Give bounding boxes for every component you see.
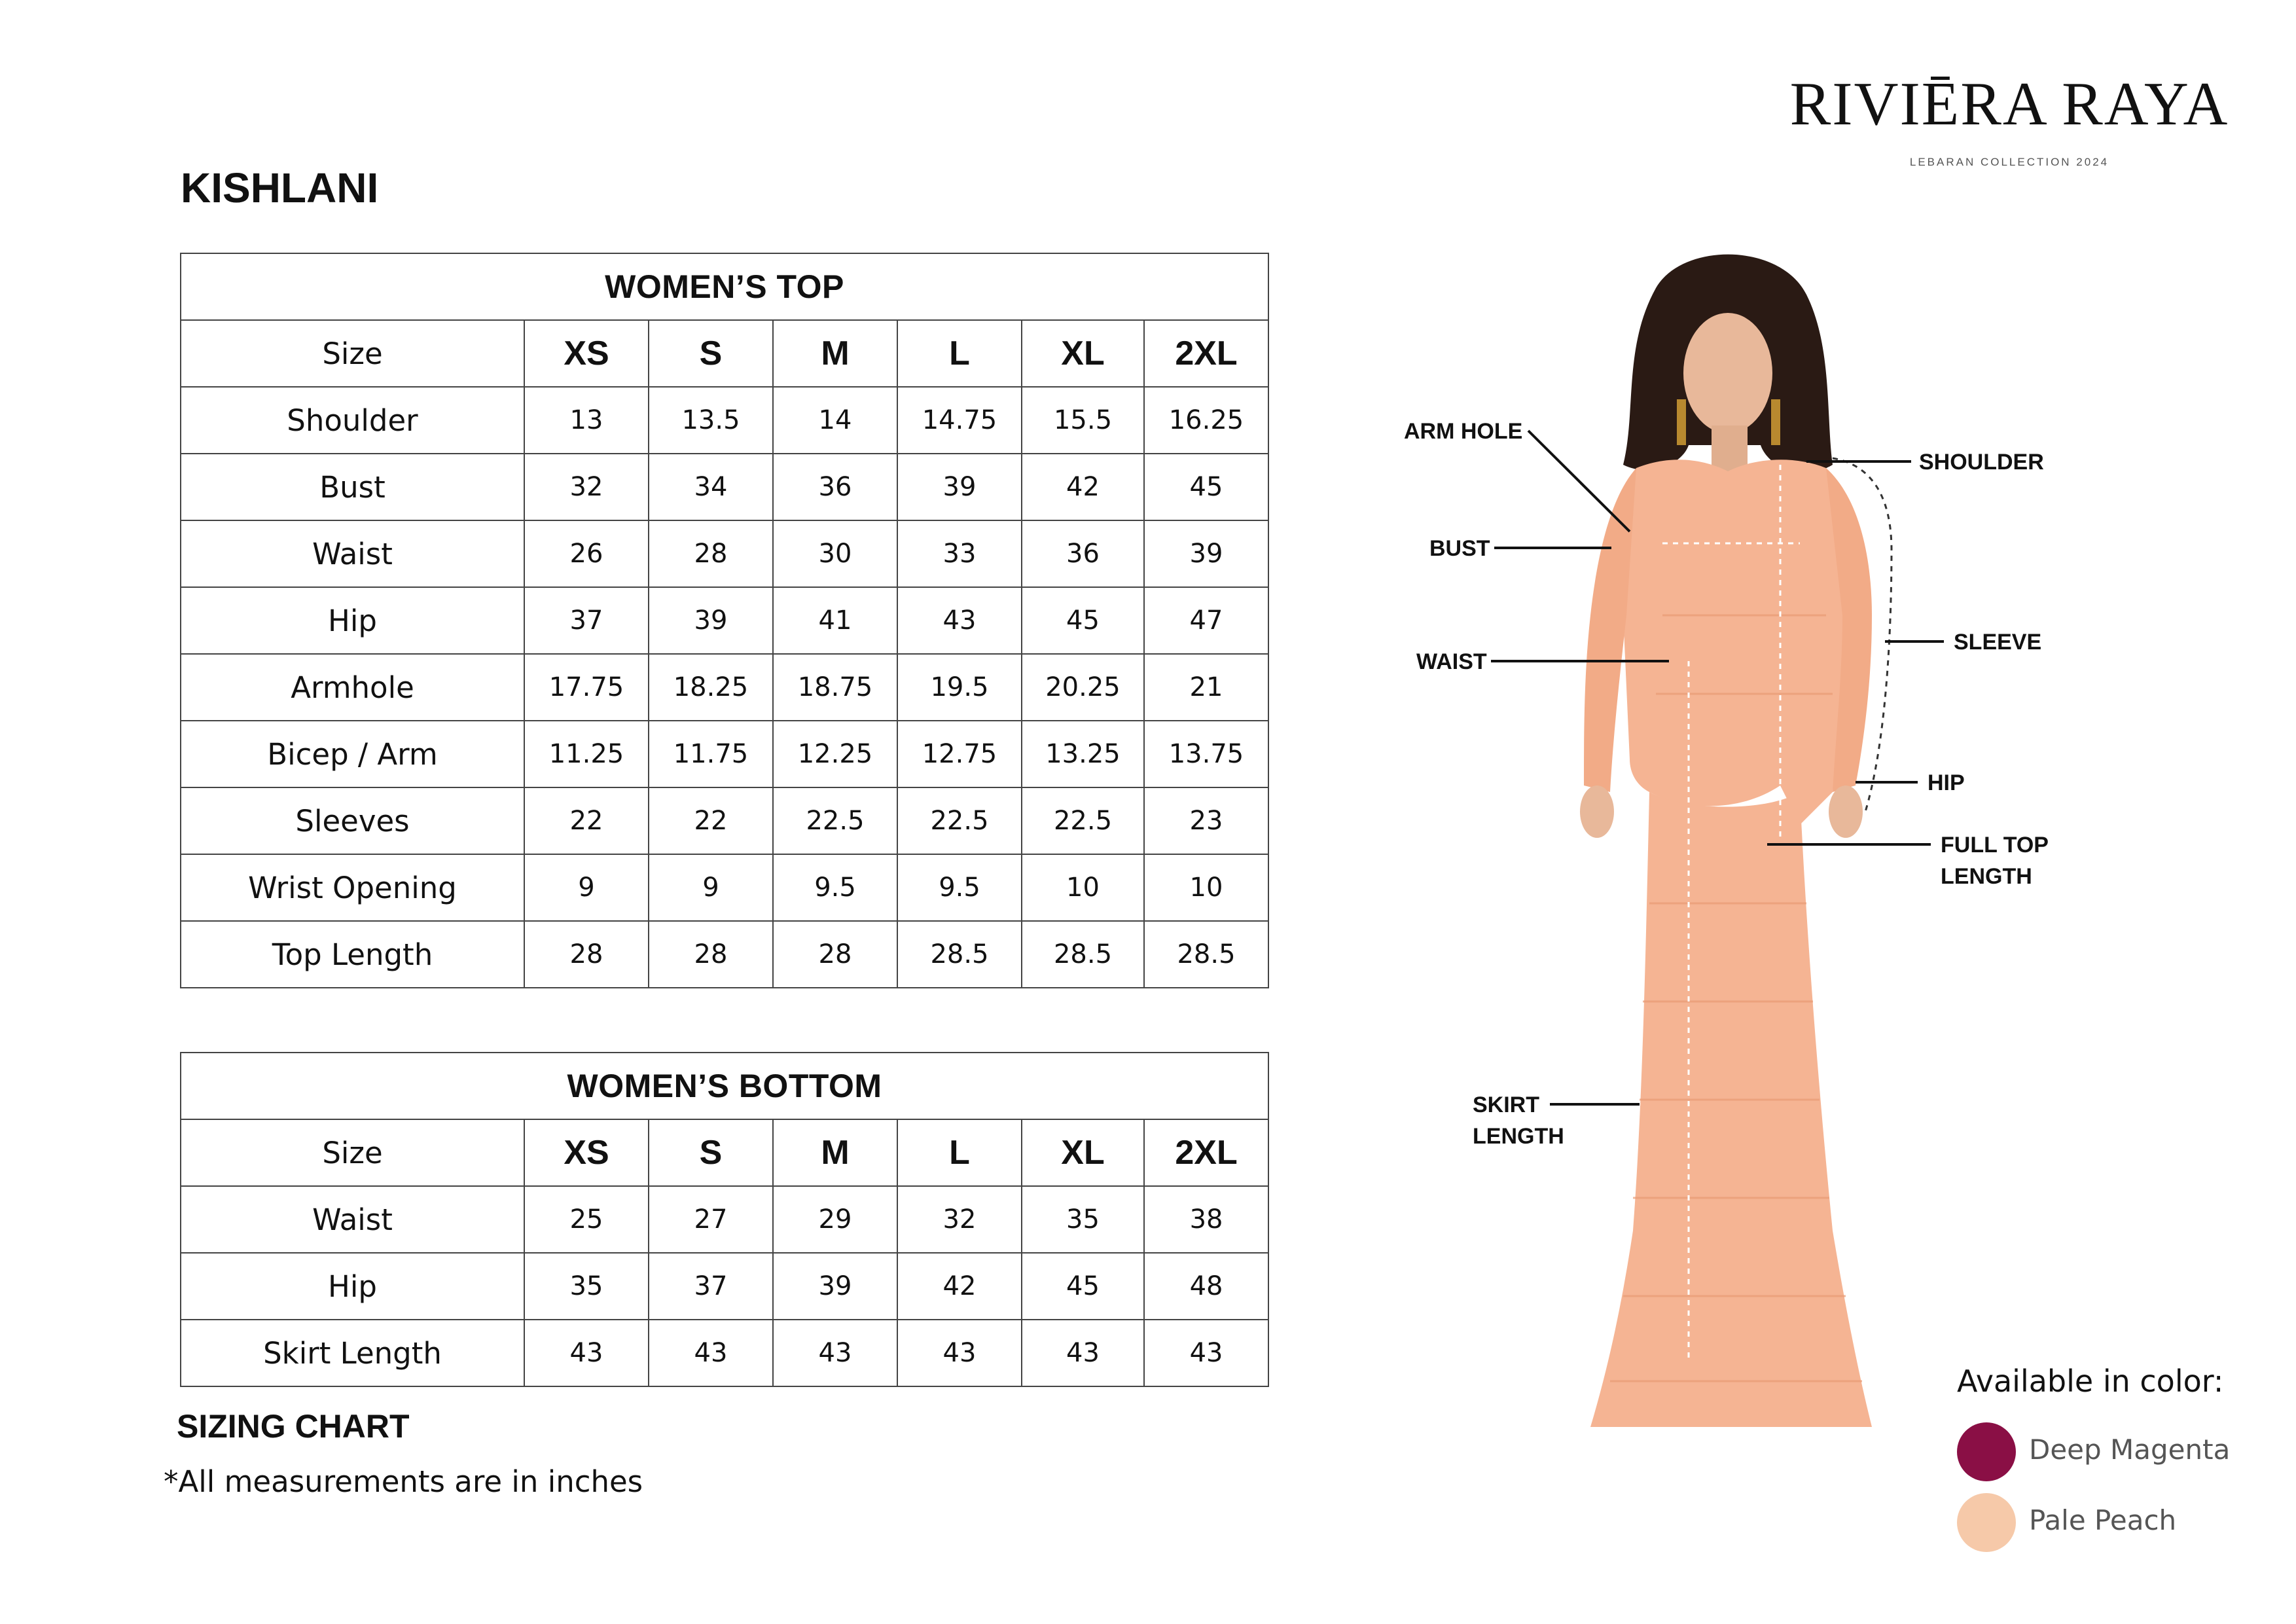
product-title: KISHLANI <box>181 164 379 211</box>
table-cell: 28.5 <box>897 921 1022 988</box>
table-cell: 38 <box>1144 1186 1268 1253</box>
womens-bottom-table <box>180 1052 1269 1387</box>
table-row <box>181 921 1268 988</box>
table-cell: 13.5 <box>649 387 773 454</box>
row-label: Hip <box>181 1253 524 1320</box>
hand-left <box>1580 785 1614 838</box>
callout-waist: WAIST <box>1416 649 1487 674</box>
table-row <box>181 1253 1268 1320</box>
table-cell: 34 <box>649 454 773 520</box>
earring-left <box>1677 399 1686 445</box>
size-xs: XS <box>524 320 649 387</box>
table-cell: 27 <box>649 1186 773 1253</box>
table-cell: 20.25 <box>1022 654 1144 721</box>
row-label: Wrist Opening <box>181 854 524 921</box>
table-row <box>181 854 1268 921</box>
row-label: Shoulder <box>181 387 524 454</box>
callout-full-top-length <box>1941 830 2049 892</box>
size-xs: XS <box>524 1119 649 1186</box>
table-cell: 14 <box>773 387 897 454</box>
size-label: Size <box>181 320 524 387</box>
table-cell: 45 <box>1144 454 1268 520</box>
row-label: Waist <box>181 520 524 587</box>
table-cell: 12.75 <box>897 721 1022 787</box>
table-cell: 22.5 <box>773 787 897 854</box>
table-cell: 28.5 <box>1144 921 1268 988</box>
table-cell: 9 <box>649 854 773 921</box>
table-row <box>181 787 1268 854</box>
table-cell: 22 <box>524 787 649 854</box>
bottom-table-title: WOMEN’S BOTTOM <box>181 1053 1268 1119</box>
row-label: Sleeves <box>181 787 524 854</box>
size-2xl: 2XL <box>1144 1119 1268 1186</box>
table-cell: 37 <box>649 1253 773 1320</box>
table-cell: 11.75 <box>649 721 773 787</box>
brand-subtitle: LEBARAN COLLECTION 2024 <box>1909 156 2109 168</box>
callout-hip: HIP <box>1928 770 1965 795</box>
table-row <box>181 654 1268 721</box>
table-cell: 16.25 <box>1144 387 1268 454</box>
table-cell: 22 <box>649 787 773 854</box>
table-cell: 43 <box>649 1320 773 1386</box>
row-label: Skirt Length <box>181 1320 524 1386</box>
table-cell: 28 <box>524 921 649 988</box>
table-cell: 43 <box>897 587 1022 654</box>
color-swatch-deep-magenta[interactable] <box>1957 1422 2016 1481</box>
row-label: Waist <box>181 1186 524 1253</box>
table-cell: 32 <box>897 1186 1022 1253</box>
table-cell: 13 <box>524 387 649 454</box>
size-l: L <box>897 1119 1022 1186</box>
callout-skirt-length <box>1473 1090 1564 1152</box>
callout-arm-hole: ARM HOLE <box>1404 419 1523 444</box>
sizing-chart-label: SIZING CHART <box>177 1408 410 1445</box>
callout-full-top-length-line1: FULL TOP <box>1941 833 2049 857</box>
table-cell: 14.75 <box>897 387 1022 454</box>
table-cell: 28 <box>649 520 773 587</box>
table-cell: 25 <box>524 1186 649 1253</box>
size-header-row <box>181 320 1268 387</box>
table-cell: 22.5 <box>897 787 1022 854</box>
row-label: Hip <box>181 587 524 654</box>
face-shape <box>1683 313 1772 433</box>
earring-right <box>1771 399 1780 445</box>
size-xl: XL <box>1022 320 1144 387</box>
size-label: Size <box>181 1119 524 1186</box>
size-m: M <box>773 320 897 387</box>
table-cell: 11.25 <box>524 721 649 787</box>
table-cell: 9.5 <box>773 854 897 921</box>
table-cell: 10 <box>1144 854 1268 921</box>
neck-shape <box>1712 425 1748 471</box>
table-cell: 9.5 <box>897 854 1022 921</box>
color-label-deep-magenta: Deep Magenta <box>2029 1434 2231 1466</box>
top-table-title: WOMEN’S TOP <box>181 253 1268 320</box>
row-label: Bicep / Arm <box>181 721 524 787</box>
table-cell: 35 <box>524 1253 649 1320</box>
table-cell: 48 <box>1144 1253 1268 1320</box>
table-cell: 17.75 <box>524 654 649 721</box>
table-cell: 23 <box>1144 787 1268 854</box>
table-cell: 42 <box>897 1253 1022 1320</box>
table-cell: 21 <box>1144 654 1268 721</box>
callout-sleeve: SLEEVE <box>1954 630 2042 655</box>
table-cell: 32 <box>524 454 649 520</box>
size-s: S <box>649 1119 773 1186</box>
table-cell: 36 <box>773 454 897 520</box>
table-row <box>181 721 1268 787</box>
size-s: S <box>649 320 773 387</box>
row-label: Armhole <box>181 654 524 721</box>
dress-top-shape <box>1622 460 1848 825</box>
callout-skirt-length-line2: LENGTH <box>1473 1123 1564 1149</box>
table-cell: 13.75 <box>1144 721 1268 787</box>
color-swatch-pale-peach[interactable] <box>1957 1493 2016 1552</box>
table-cell: 9 <box>524 854 649 921</box>
table-row <box>181 587 1268 654</box>
size-m: M <box>773 1119 897 1186</box>
table-row <box>181 520 1268 587</box>
table-cell: 43 <box>773 1320 897 1386</box>
table-cell: 28 <box>773 921 897 988</box>
table-cell: 28 <box>649 921 773 988</box>
table-cell: 22.5 <box>1022 787 1144 854</box>
size-header-row <box>181 1119 1268 1186</box>
table-cell: 13.25 <box>1022 721 1144 787</box>
table-row <box>181 454 1268 520</box>
table-cell: 39 <box>773 1253 897 1320</box>
table-cell: 30 <box>773 520 897 587</box>
table-row <box>181 387 1268 454</box>
table-cell: 12.25 <box>773 721 897 787</box>
table-cell: 41 <box>773 587 897 654</box>
table-cell: 45 <box>1022 1253 1144 1320</box>
callout-bust: BUST <box>1429 536 1490 561</box>
size-2xl: 2XL <box>1144 320 1268 387</box>
table-row <box>181 1186 1268 1253</box>
callout-shoulder: SHOULDER <box>1919 450 2044 475</box>
table-row <box>181 1320 1268 1386</box>
table-cell: 19.5 <box>897 654 1022 721</box>
color-label-pale-peach: Pale Peach <box>2029 1504 2177 1536</box>
row-label: Bust <box>181 454 524 520</box>
hand-right <box>1829 785 1863 838</box>
table-cell: 43 <box>1144 1320 1268 1386</box>
table-cell: 43 <box>524 1320 649 1386</box>
callout-skirt-length-line1: SKIRT <box>1473 1092 1539 1117</box>
measurements-note: *All measurements are in inches <box>164 1464 643 1499</box>
dress-skirt-shape <box>1590 792 1872 1427</box>
table-cell: 10 <box>1022 854 1144 921</box>
table-cell: 18.25 <box>649 654 773 721</box>
brand-logo: RIVIĒRA RAYA <box>1789 70 2229 138</box>
table-cell: 29 <box>773 1186 897 1253</box>
table-cell: 45 <box>1022 587 1144 654</box>
table-cell: 47 <box>1144 587 1268 654</box>
table-cell: 35 <box>1022 1186 1144 1253</box>
size-l: L <box>897 320 1022 387</box>
table-cell: 15.5 <box>1022 387 1144 454</box>
table-cell: 39 <box>649 587 773 654</box>
callout-full-top-length-line2: LENGTH <box>1941 863 2032 889</box>
table-cell: 39 <box>1144 520 1268 587</box>
table-cell: 37 <box>524 587 649 654</box>
table-cell: 42 <box>1022 454 1144 520</box>
table-cell: 43 <box>1022 1320 1144 1386</box>
table-cell: 18.75 <box>773 654 897 721</box>
table-cell: 39 <box>897 454 1022 520</box>
row-label: Top Length <box>181 921 524 988</box>
table-cell: 43 <box>897 1320 1022 1386</box>
table-cell: 26 <box>524 520 649 587</box>
table-cell: 36 <box>1022 520 1144 587</box>
table-cell: 28.5 <box>1022 921 1144 988</box>
table-cell: 33 <box>897 520 1022 587</box>
available-colors-title: Available in color: <box>1957 1363 2224 1399</box>
womens-top-table <box>180 253 1269 988</box>
size-xl: XL <box>1022 1119 1144 1186</box>
